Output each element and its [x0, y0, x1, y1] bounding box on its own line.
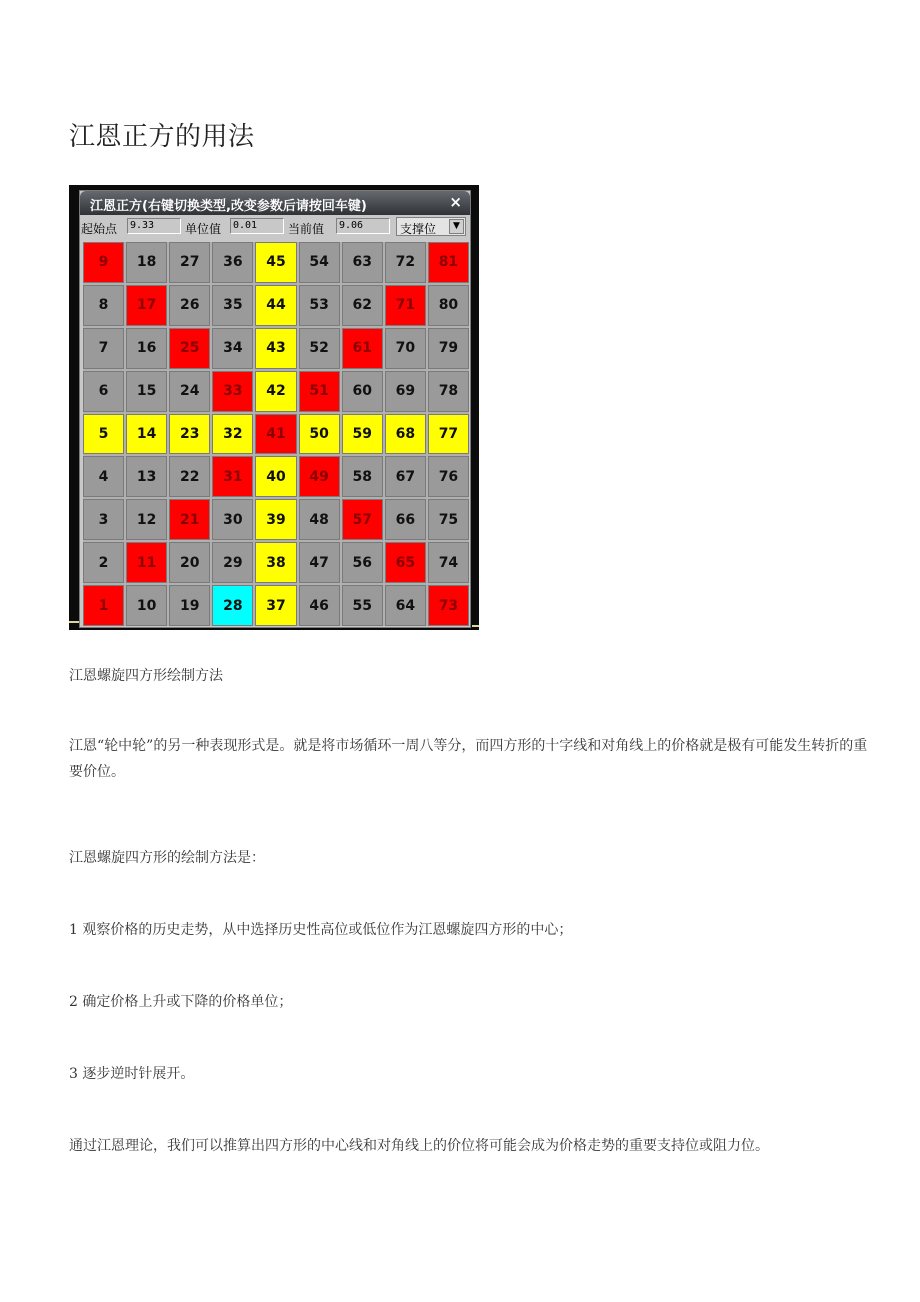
page-title: 江恩正方的用法: [69, 122, 255, 152]
grid-cell: 11: [126, 542, 167, 583]
grid-cell: 65: [385, 542, 426, 583]
grid-cell: 3: [83, 499, 124, 540]
grid-cell: 60: [342, 371, 383, 412]
grid-cell: 56: [342, 542, 383, 583]
grid-cell: 28: [212, 585, 253, 626]
grid-cell: 43: [255, 328, 296, 369]
paragraph-step-1: 1 观察价格的历史走势，从中选择历史性高位或低位作为江恩螺旋四方形的中心；: [69, 922, 573, 938]
start-label: 起始点: [81, 222, 118, 236]
unit-input[interactable]: 0.01: [230, 218, 284, 234]
unit-label: 单位值: [185, 222, 222, 236]
grid-cell: 71: [385, 285, 426, 326]
grid-cell: 66: [385, 499, 426, 540]
grid-cell: 51: [299, 371, 340, 412]
grid-cell: 38: [255, 542, 296, 583]
grid-cell: 77: [428, 414, 469, 455]
grid-cell: 57: [342, 499, 383, 540]
grid-cell: 69: [385, 371, 426, 412]
grid-cell: 45: [255, 242, 296, 283]
grid-cell: 4: [83, 456, 124, 497]
start-input[interactable]: 9.33: [127, 218, 181, 234]
grid-cell: 36: [212, 242, 253, 283]
grid-cell: 2: [83, 542, 124, 583]
grid-cell: 62: [342, 285, 383, 326]
params-bar: [80, 216, 470, 238]
grid-cell: 73: [428, 585, 469, 626]
grid-cell: 20: [169, 542, 210, 583]
grid-cell: 1: [83, 585, 124, 626]
grid-cell: 5: [83, 414, 124, 455]
chart-line-left: [69, 621, 79, 623]
grid-cell: 13: [126, 456, 167, 497]
grid-cell: 44: [255, 285, 296, 326]
type-select-value: 支撑位: [400, 222, 437, 236]
grid-cell: 74: [428, 542, 469, 583]
window-titlebar[interactable]: [80, 191, 470, 215]
grid-cell: 29: [212, 542, 253, 583]
grid-cell: 42: [255, 371, 296, 412]
grid-cell: 8: [83, 285, 124, 326]
section-heading: 江恩螺旋四方形绘制方法: [69, 668, 223, 684]
chevron-down-icon[interactable]: ▼: [449, 219, 464, 234]
grid-cell: 27: [169, 242, 210, 283]
paragraph-method-lead: 江恩螺旋四方形的绘制方法是：: [69, 850, 265, 866]
grid-cell: 79: [428, 328, 469, 369]
grid-cell: 6: [83, 371, 124, 412]
grid-cell: 53: [299, 285, 340, 326]
grid-cell: 37: [255, 585, 296, 626]
paragraph-intro: 江恩“轮中轮”的另一种表现形式是。就是将市场循环一周八等分，而四方形的十字线和对角线上的价格就是极有可能发生转折的重要价位。: [69, 738, 868, 780]
grid-cell: 40: [255, 456, 296, 497]
grid-cell: 59: [342, 414, 383, 455]
grid-cell: 46: [299, 585, 340, 626]
grid-cell: 55: [342, 585, 383, 626]
grid-cell: 15: [126, 371, 167, 412]
grid-cell: 41: [255, 414, 296, 455]
grid-cell: 23: [169, 414, 210, 455]
grid-cell: 50: [299, 414, 340, 455]
grid-cell: 75: [428, 499, 469, 540]
paragraph-conclusion: 通过江恩理论，我们可以推算出四方形的中心线和对角线上的价位将可能会成为价格走势的重要支持位或阻力位。: [69, 1138, 769, 1154]
paragraph-step-3: 3 逐步逆时针展开。: [69, 1066, 195, 1082]
grid-cell: 14: [126, 414, 167, 455]
grid-cell: 58: [342, 456, 383, 497]
chart-line-right: [472, 625, 479, 627]
grid-cell: 61: [342, 328, 383, 369]
type-select[interactable]: [396, 217, 466, 236]
grid-cell: 52: [299, 328, 340, 369]
grid-cell: 67: [385, 456, 426, 497]
grid-cell: 78: [428, 371, 469, 412]
grid-cell: 30: [212, 499, 253, 540]
grid-cell: 25: [169, 328, 210, 369]
grid-cell: 17: [126, 285, 167, 326]
current-label: 当前值: [288, 222, 325, 236]
grid-cell: 47: [299, 542, 340, 583]
grid-cell: 9: [83, 242, 124, 283]
grid-cell: 39: [255, 499, 296, 540]
grid-cell: 31: [212, 456, 253, 497]
grid-cell: 72: [385, 242, 426, 283]
grid-cell: 70: [385, 328, 426, 369]
grid-cell: 81: [428, 242, 469, 283]
gann-grid: [83, 242, 469, 626]
grid-cell: 54: [299, 242, 340, 283]
grid-cell: 7: [83, 328, 124, 369]
grid-cell: 32: [212, 414, 253, 455]
grid-cell: 19: [169, 585, 210, 626]
window-title: 江恩正方(右键切换类型,改变参数后请按回车键): [90, 199, 367, 214]
grid-cell: 48: [299, 499, 340, 540]
grid-cell: 16: [126, 328, 167, 369]
paragraph-step-2: 2 确定价格上升或下降的价格单位；: [69, 994, 293, 1010]
grid-cell: 49: [299, 456, 340, 497]
grid-cell: 18: [126, 242, 167, 283]
grid-cell: 24: [169, 371, 210, 412]
grid-cell: 26: [169, 285, 210, 326]
grid-cell: 76: [428, 456, 469, 497]
grid-cell: 12: [126, 499, 167, 540]
grid-cell: 10: [126, 585, 167, 626]
grid-cell: 68: [385, 414, 426, 455]
grid-cell: 34: [212, 328, 253, 369]
close-icon[interactable]: ×: [449, 193, 462, 211]
grid-cell: 63: [342, 242, 383, 283]
grid-cell: 33: [212, 371, 253, 412]
grid-cell: 22: [169, 456, 210, 497]
current-input[interactable]: 9.06: [336, 218, 390, 234]
grid-cell: 35: [212, 285, 253, 326]
gann-square-window: [79, 190, 471, 628]
grid-cell: 64: [385, 585, 426, 626]
grid-cell: 21: [169, 499, 210, 540]
grid-cell: 80: [428, 285, 469, 326]
